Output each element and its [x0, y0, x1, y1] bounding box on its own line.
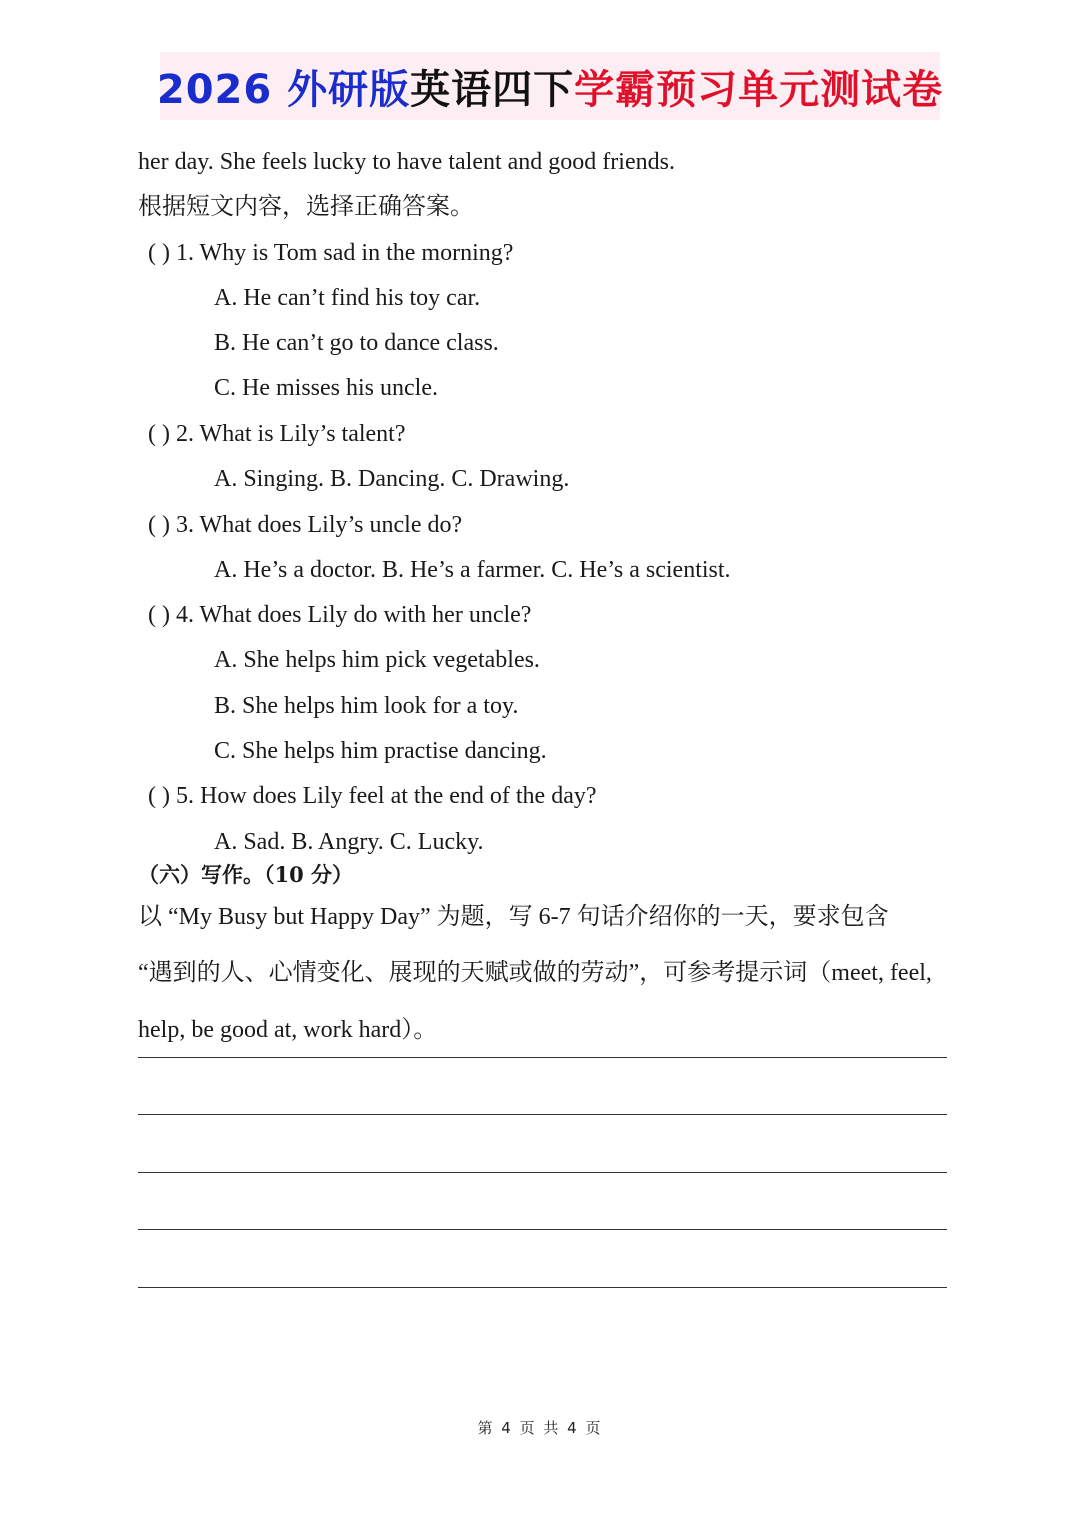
answer-line[interactable] [138, 1229, 947, 1230]
title-part-subject: 英语四下 [410, 66, 575, 113]
answer-line[interactable] [138, 1114, 947, 1115]
title-part-test: 学霸预习单元测试卷 [574, 66, 944, 113]
question-2-options: A. Singing. B. Dancing. C. Drawing. [214, 466, 570, 492]
title-part-edition: 2026 外研版 [156, 66, 411, 113]
question-4-option-c: C. She helps him practise dancing. [214, 738, 547, 764]
question-2-stem: ( ) 2. What is Lily’s talent? [148, 421, 406, 447]
question-4-stem: ( ) 4. What does Lily do with her uncle? [148, 602, 532, 628]
writing-heading: （六）写作。（10 分） [138, 862, 354, 887]
question-4-option-b: B. She helps him look for a toy. [214, 693, 519, 719]
writing-prompt-line-2: “遇到的人、心情变化、展现的天赋或做的劳动”，可参考提示词（meet, feel, [138, 960, 932, 986]
question-4-option-a: A. She helps him pick vegetables. [214, 647, 540, 673]
answer-line[interactable] [138, 1287, 947, 1288]
writing-prompt-line-3: help, be good at, work hard）。 [138, 1017, 438, 1043]
writing-prompt-line-1: 以 “My Busy but Happy Day” 为题，写 6-7 句话介绍你的一天，要求包含 [138, 904, 889, 930]
question-1-option-b: B. He can’t go to dance class. [214, 330, 499, 356]
question-3-options: A. He’s a doctor. B. He’s a farmer. C. He’s a scientist. [214, 557, 731, 583]
passage-end: her day. She feels lucky to have talent and good friends. [138, 149, 675, 175]
question-3-stem: ( ) 3. What does Lily’s uncle do? [148, 512, 463, 538]
question-1-option-a: A. He can’t find his toy car. [214, 285, 481, 311]
question-5-options: A. Sad. B. Angry. C. Lucky. [214, 829, 484, 855]
instruction: 根据短文内容，选择正确答案。 [138, 194, 474, 220]
question-5-stem: ( ) 5. How does Lily feel at the end of the day? [148, 783, 597, 809]
title-banner [156, 52, 944, 120]
question-1-option-c: C. He misses his uncle. [214, 375, 438, 401]
answer-line[interactable] [138, 1172, 947, 1173]
page-number: 第 4 页 共 4 页 [477, 1419, 603, 1437]
question-1-stem: ( ) 1. Why is Tom sad in the morning? [148, 240, 514, 266]
answer-line[interactable] [138, 1057, 947, 1058]
